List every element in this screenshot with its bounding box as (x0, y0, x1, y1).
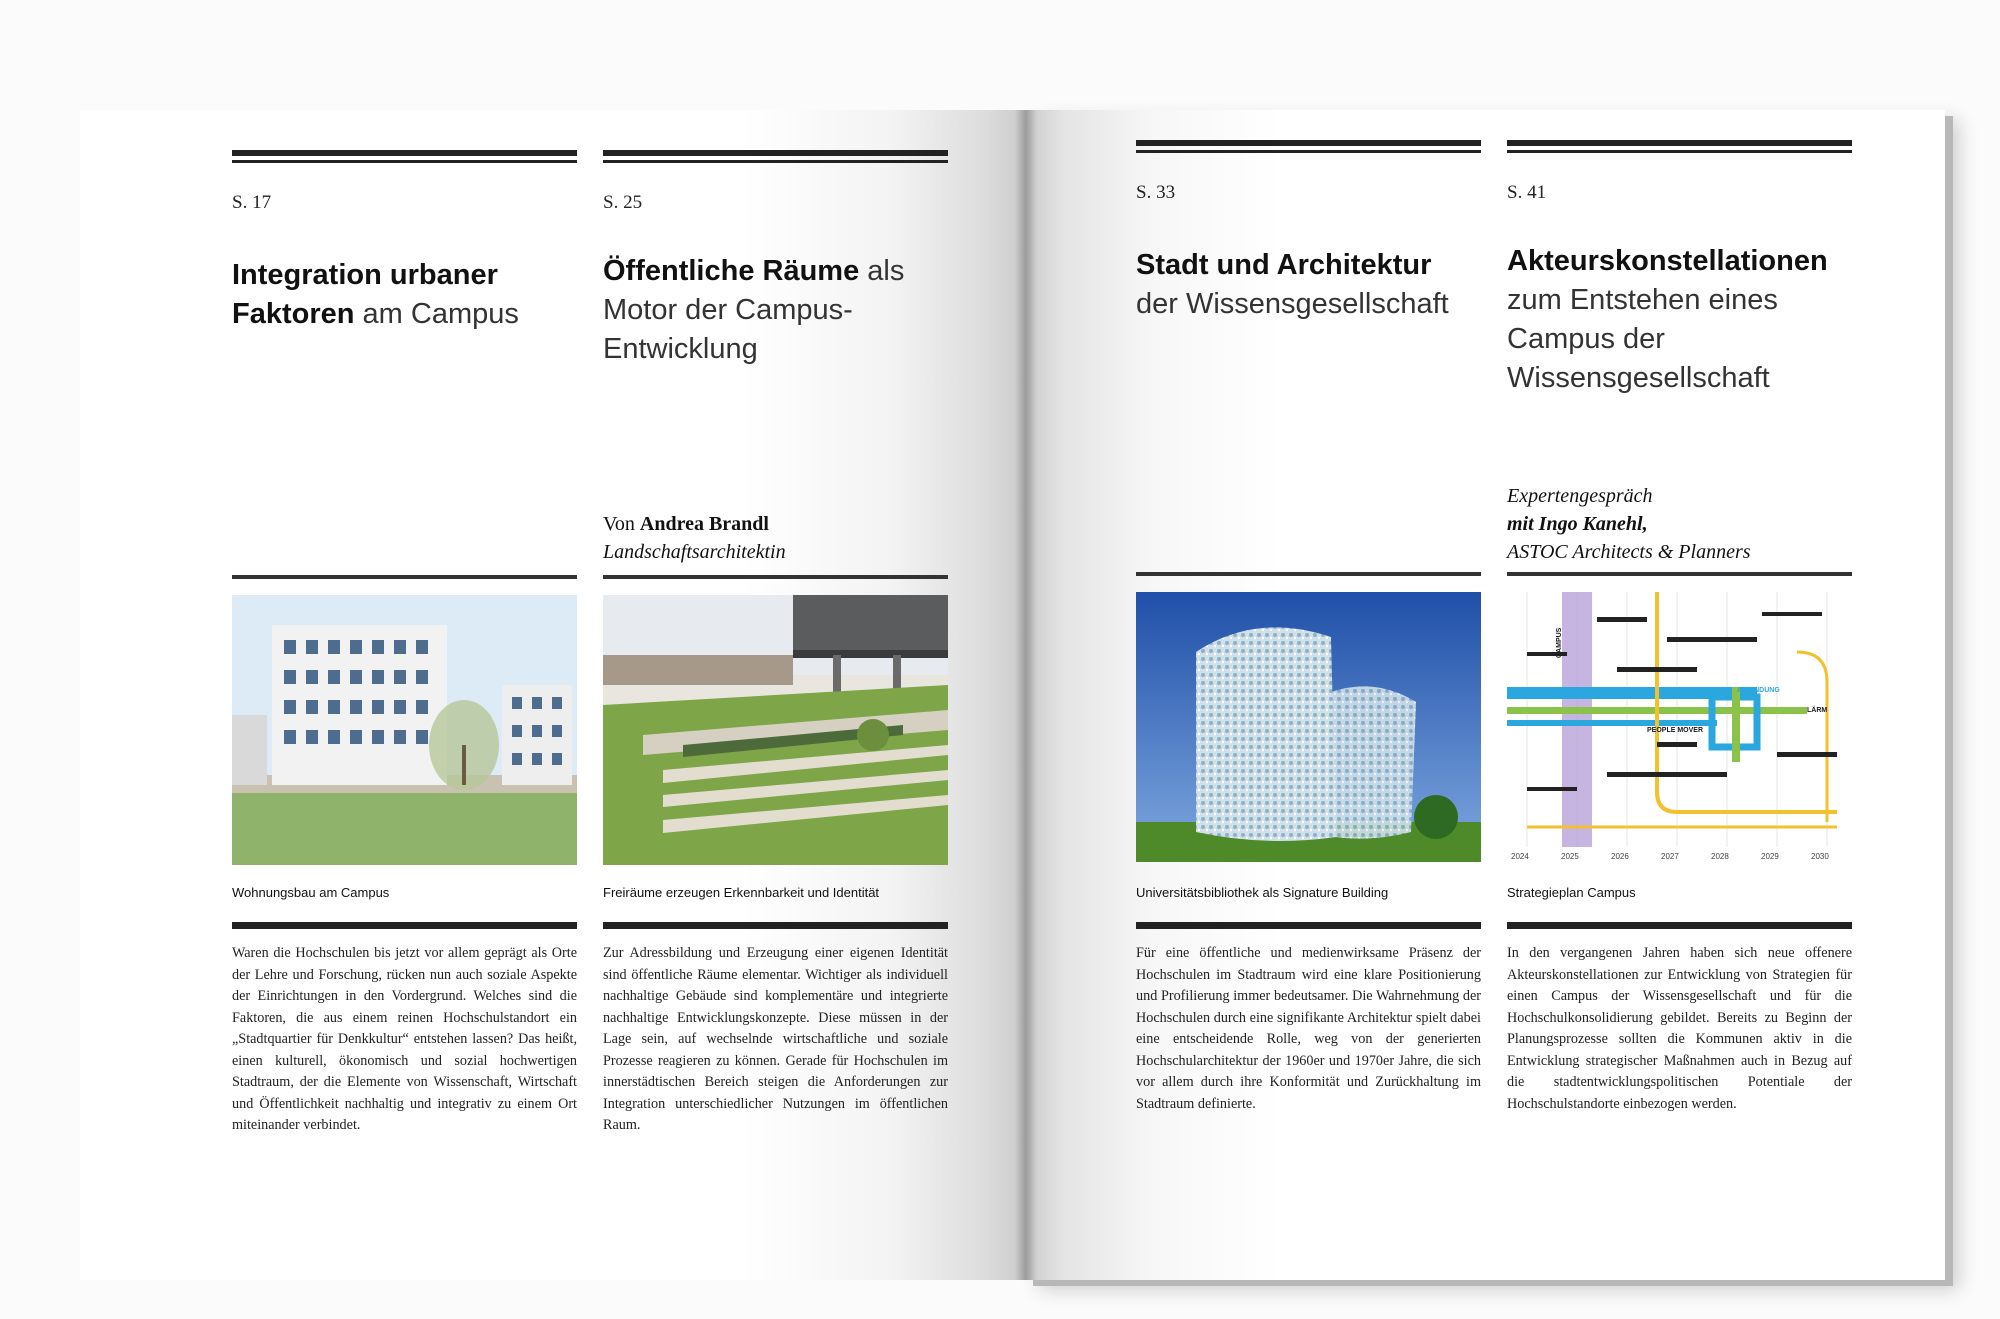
divider-rule (232, 575, 577, 579)
byline-role: Landschaftsarchitektin (603, 541, 786, 563)
plan-year-label: 2024 (1511, 852, 1529, 861)
article-column-4 (1507, 140, 1852, 1112)
byline-role: ASTOC Architects & Planners (1507, 541, 1751, 563)
article-column-2 (603, 150, 948, 1133)
page-reference: S. 33 (1136, 182, 1176, 203)
title-regular: am Campus (354, 298, 519, 330)
top-double-rule (232, 150, 577, 170)
article-photo (603, 595, 948, 865)
article-photo (232, 595, 577, 865)
article-column-1 (232, 150, 577, 1133)
open-space-photo-image (603, 595, 948, 865)
strategy-plan-image (1507, 592, 1852, 862)
page-reference: S. 41 (1507, 182, 1547, 203)
body-rule (1136, 922, 1481, 929)
body-rule (603, 922, 948, 929)
byline-name: mit Ingo Kanehl, (1507, 513, 1648, 535)
top-double-rule (1136, 140, 1481, 160)
article-body: Zur Adressbildung und Erzeugung einer eigenen Identität sind öffentliche Räume elementar. Wichtiger als individuell nachhaltige Gebäude sind komplementäre und integrierte nachhaltige Entwicklungskonzepte. Diese müssen in der Lage sein, auf wechselnde wirtschaftliche und soziale Prozesse reagieren zu können. Gerade für Hochschulen im innerstädtischen Bereich steigen die Anforderungen zur Integration unterschiedlicher Nutzungen im öffentlichen Raum. (603, 945, 948, 1133)
byline-name: Andrea Brandl (639, 513, 769, 535)
plan-year-label: 2026 (1611, 852, 1629, 861)
title-regular: der Wissensgesellschaft (1136, 288, 1449, 320)
title-regular: als Motor der Campus-Entwicklung (603, 255, 905, 365)
plan-year-label: 2029 (1761, 852, 1779, 861)
article-title (1507, 242, 1852, 472)
divider-rule (1136, 572, 1481, 576)
page-reference: S. 25 (603, 192, 643, 213)
title-regular: zum Entstehen eines Campus der Wissensgesellschaft (1507, 284, 1778, 394)
photo-caption: Wohnungsbau am Campus (232, 885, 390, 900)
photo-caption: Universitätsbibliothek als Signature Building (1136, 885, 1389, 900)
article-column-3 (1136, 140, 1481, 1112)
title-bold: Öffentliche Räume (603, 255, 860, 287)
plan-year-label: 2028 (1711, 852, 1729, 861)
byline-prefix: Von (603, 513, 640, 535)
photo-caption: Strategieplan Campus (1507, 885, 1636, 900)
plan-tag: ANBINDUNG (1737, 687, 1780, 694)
page-reference: S. 17 (232, 192, 272, 213)
title-bold: Stadt und Architektur (1136, 249, 1432, 281)
byline-prefix: Expertengespräch (1507, 485, 1653, 507)
article-photo (1136, 592, 1481, 862)
photo-caption: Freiräume erzeugen Erkennbarkeit und Identität (603, 885, 880, 900)
top-double-rule (603, 150, 948, 170)
page-gutter (1015, 110, 1037, 1280)
plan-tag: CAMPUS (1556, 627, 1563, 658)
plan-year-label: 2027 (1661, 852, 1679, 861)
article-title (603, 252, 948, 482)
top-double-rule (1507, 140, 1852, 160)
article-title (1136, 246, 1481, 476)
title-bold: Akteurskonstellationen (1507, 245, 1828, 277)
plan-year-label: 2025 (1561, 852, 1579, 861)
plan-tag: LÄRM (1807, 707, 1828, 714)
article-photo (1507, 592, 1852, 862)
divider-rule (1507, 572, 1852, 576)
article-byline (603, 510, 786, 566)
housing-photo-image (232, 595, 577, 865)
body-rule (1507, 922, 1852, 929)
article-body: In den vergangenen Jahren haben sich neue offenere Akteurskonstellationen zur Entwicklung von Strategien für einen Campus der Wissensgesellschaft und für die Hochschulkonsolidierung gebildet. Bereits zu Beginn der Planungsprozesse sollten die Kommunen aktiv in die Entwicklung strategischer Maßnahmen auch in Bezug auf die stadtentwicklungspolitischen Potentiale der Hochschulstandorte einbezogen werden. (1507, 945, 1852, 1112)
body-rule (232, 922, 577, 929)
divider-rule (603, 575, 948, 579)
library-photo-image (1136, 592, 1481, 862)
article-body: Für eine öffentliche und medienwirksame Präsenz der Hochschulen im Stadtraum wird eine klare Positionierung und Profilierung immer bedeutsamer. Die Wahrnehmung der Hochschulen durch eine signifikante Architektur spielt dabei eine entscheidende Rolle, weg von der generierten Hochschularchitektur der 1960er und 1970er Jahre, die sich vor allem durch ihre Konformität und Zurückhaltung im Stadtraum definierte. (1136, 945, 1481, 1112)
title-bold: Integration urbaner Faktoren (232, 259, 498, 330)
article-byline (1507, 482, 1751, 566)
plan-tag: PEOPLE MOVER (1647, 727, 1704, 734)
plan-year-label: 2030 (1811, 852, 1829, 861)
article-body: Waren die Hochschulen bis jetzt vor allem geprägt als Orte der Lehre und Forschung, rücken nun auch soziale Aspekte der Einrichtungen in den Vordergrund. Welches sind die Faktoren, die aus einem reinen Hochschulstandort ein „Stadtquartier für Denkkultur“ entstehen lassen? Das heißt, einen kulturell, ökonomisch und sozial hochwertigen Stadtraum, der die Elemente von Wissenschaft, Wirtschaft und Öffentlichkeit nachhaltig und integrativ zu einem Ort miteinander verbindet. (232, 945, 577, 1133)
article-title (232, 256, 577, 486)
